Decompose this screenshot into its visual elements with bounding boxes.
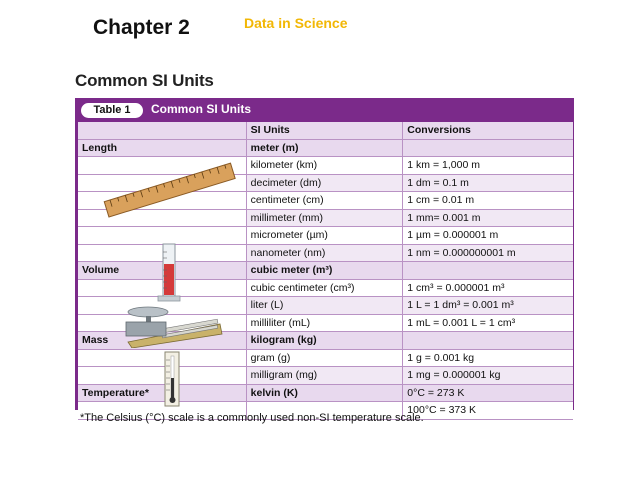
graduated-cylinder-icon xyxy=(154,242,184,304)
conversion-cell: 1 mm= 0.001 m xyxy=(403,209,573,227)
si-unit-cell: milliliter (mL) xyxy=(246,314,403,332)
conversion-cell: 0°C = 273 K xyxy=(403,384,573,402)
si-unit-cell: gram (g) xyxy=(246,349,403,367)
si-unit-cell: millimeter (mm) xyxy=(246,209,403,227)
ruler-icon xyxy=(100,160,240,222)
conversion-cell: 1 g = 0.001 kg xyxy=(403,349,573,367)
table-row xyxy=(78,279,573,297)
quantity-cell: Length xyxy=(78,139,246,157)
conversion-cell: 1 mL = 0.001 L = 1 cm³ xyxy=(403,314,573,332)
si-unit-cell: nanometer (nm) xyxy=(246,244,403,262)
si-unit-cell: kelvin (K) xyxy=(246,384,403,402)
si-unit-cell: liter (L) xyxy=(246,297,403,315)
si-unit-cell: centimeter (cm) xyxy=(246,192,403,210)
si-unit-cell: decimeter (dm) xyxy=(246,174,403,192)
section-title: Common SI Units xyxy=(75,71,214,90)
si-unit-cell: cubic centimeter (cm³) xyxy=(246,279,403,297)
si-unit-cell: kilogram (kg) xyxy=(246,332,403,350)
si-unit-cell: meter (m) xyxy=(246,139,403,157)
table-header-bar xyxy=(75,98,574,122)
conversion-cell: 1 µm = 0.000001 m xyxy=(403,227,573,245)
conversion-cell: 1 cm = 0.01 m xyxy=(403,192,573,210)
triple-beam-balance-icon xyxy=(122,302,226,348)
si-unit-cell: kilometer (km) xyxy=(246,157,403,175)
table-footnote: *The Celsius (°C) scale is a commonly used non-SI temperature scale. xyxy=(80,412,424,424)
table-title: Common SI Units xyxy=(151,102,252,116)
table-row xyxy=(78,367,573,385)
table-row xyxy=(78,262,573,280)
conversion-cell: 1 mg = 0.000001 kg xyxy=(403,367,573,385)
conversion-cell: 100°C = 373 K xyxy=(403,402,573,420)
chapter-subtitle: Data in Science xyxy=(244,15,348,31)
column-header-conversions: Conversions xyxy=(403,122,573,139)
si-units-table xyxy=(75,98,574,417)
quantity-cell: Temperature* xyxy=(78,384,246,402)
conversion-cell: 1 km = 1,000 m xyxy=(403,157,573,175)
quantity-cell: Volume xyxy=(78,262,246,280)
thermometer-icon xyxy=(162,350,182,410)
conversion-cell: 1 L = 1 dm³ = 0.001 m³ xyxy=(403,297,573,315)
si-unit-cell: cubic meter (m³) xyxy=(246,262,403,280)
quantity-cell: Mass xyxy=(78,332,246,350)
table-row xyxy=(78,244,573,262)
table-row xyxy=(78,384,573,402)
table-row xyxy=(78,349,573,367)
table-row xyxy=(78,139,573,157)
si-unit-cell: micrometer (µm) xyxy=(246,227,403,245)
conversion-cell: 1 dm = 0.1 m xyxy=(403,174,573,192)
conversion-cell xyxy=(403,139,573,157)
conversion-cell xyxy=(403,262,573,280)
table-badge: Table 1 xyxy=(81,103,143,118)
conversion-cell: 1 nm = 0.000000001 m xyxy=(403,244,573,262)
column-header-quantity xyxy=(78,122,246,139)
table-row xyxy=(78,227,573,245)
conversion-cell: 1 cm³ = 0.000001 m³ xyxy=(403,279,573,297)
chapter-title: Chapter 2 xyxy=(93,16,190,39)
conversion-cell xyxy=(403,332,573,350)
si-unit-cell: milligram (mg) xyxy=(246,367,403,385)
table-column-header-row xyxy=(78,122,573,139)
column-header-si-units: SI Units xyxy=(246,122,403,139)
